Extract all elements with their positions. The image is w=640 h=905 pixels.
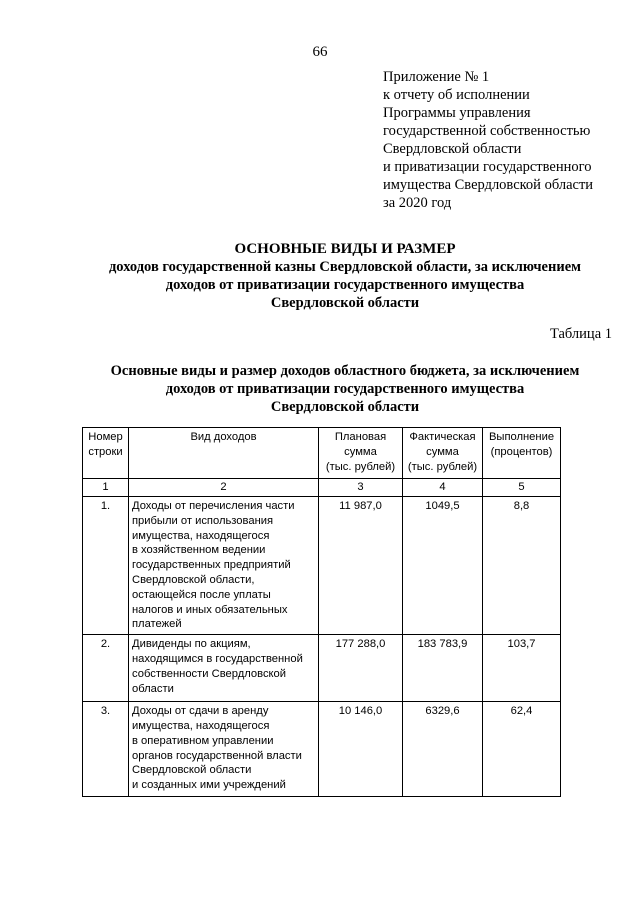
actual-sum: 6329,6 bbox=[403, 702, 483, 797]
table-row bbox=[83, 497, 561, 635]
header-planned-sum: Плановая сумма (тыс. рублей) bbox=[319, 428, 403, 479]
table-column-numbers-row bbox=[83, 479, 561, 497]
column-number: 1 bbox=[83, 479, 129, 497]
actual-sum: 183 783,9 bbox=[403, 635, 483, 702]
execution-percent: 8,8 bbox=[483, 497, 561, 635]
income-type: Доходы от перечисления части прибыли от использования имущества, находящегося в хозяйственном ведении государственных предприятий Свердловской области, остающейся после уплаты налогов и иных обязательных платежей bbox=[129, 497, 319, 635]
row-number: 3. bbox=[83, 702, 129, 797]
table-title-line: доходов от приватизации государственного имущества bbox=[165, 381, 525, 397]
table-row bbox=[83, 635, 561, 702]
appendix-line: за 2020 год bbox=[383, 195, 452, 211]
income-type: Дивиденды по акциям, находящимся в государственной собственности Свердловской области bbox=[129, 635, 319, 702]
income-table bbox=[82, 427, 561, 797]
table-label: Таблица 1 bbox=[549, 326, 612, 342]
page-number: 66 bbox=[312, 44, 328, 60]
table-row bbox=[83, 702, 561, 797]
column-number: 5 bbox=[483, 479, 561, 497]
actual-sum: 1049,5 bbox=[403, 497, 483, 635]
column-number: 3 bbox=[319, 479, 403, 497]
appendix-line: Приложение № 1 bbox=[383, 69, 490, 85]
title-line: ОСНОВНЫЕ ВИДЫ И РАЗМЕР bbox=[234, 241, 456, 257]
header-execution-percent: Выполнение (процентов) bbox=[483, 428, 561, 479]
income-type: Доходы от сдачи в аренду имущества, находящегося в оперативном управлении органов государственной власти Свердловской области и созданных ими учреждений bbox=[129, 702, 319, 797]
document-title bbox=[60, 240, 630, 312]
row-number: 2. bbox=[83, 635, 129, 702]
title-line: доходов государственной казны Свердловской области, за исключением bbox=[108, 259, 582, 275]
planned-sum: 10 146,0 bbox=[319, 702, 403, 797]
planned-sum: 177 288,0 bbox=[319, 635, 403, 702]
column-number: 2 bbox=[129, 479, 319, 497]
table-title bbox=[60, 362, 630, 416]
execution-percent: 103,7 bbox=[483, 635, 561, 702]
header-income-type: Вид доходов bbox=[129, 428, 319, 479]
column-number: 4 bbox=[403, 479, 483, 497]
appendix-line: имущества Свердловской области bbox=[383, 177, 594, 193]
table-header-row bbox=[83, 428, 561, 479]
appendix-line: к отчету об исполнении bbox=[383, 87, 530, 103]
table-title-line: Основные виды и размер доходов областного бюджета, за исключением bbox=[110, 363, 580, 379]
execution-percent: 62,4 bbox=[483, 702, 561, 797]
table-title-line: Свердловской области bbox=[270, 399, 420, 415]
appendix-note bbox=[383, 68, 633, 212]
appendix-line: и приватизации государственного bbox=[383, 159, 592, 175]
appendix-line: государственной собственностью bbox=[383, 123, 591, 139]
appendix-line: Программы управления bbox=[383, 105, 531, 121]
title-line: Свердловской области bbox=[270, 295, 420, 311]
row-number: 1. bbox=[83, 497, 129, 635]
header-actual-sum: Фактическая сумма (тыс. рублей) bbox=[403, 428, 483, 479]
title-line: доходов от приватизации государственного имущества bbox=[165, 277, 525, 293]
header-row-number: Номер строки bbox=[83, 428, 129, 479]
planned-sum: 11 987,0 bbox=[319, 497, 403, 635]
appendix-line: Свердловской области bbox=[383, 141, 522, 157]
